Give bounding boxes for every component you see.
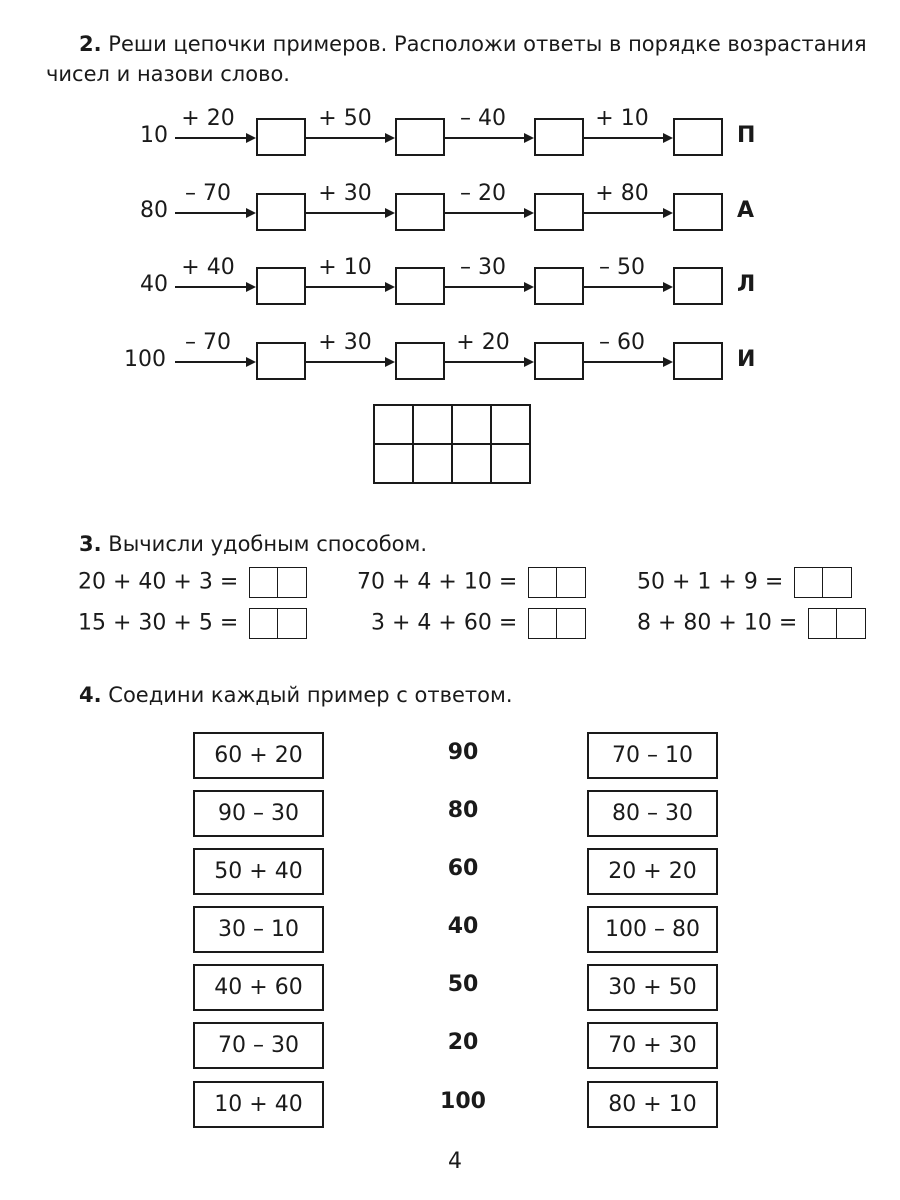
chain-operation: + 10: [595, 106, 649, 131]
chain-answer-box[interactable]: [534, 342, 584, 380]
chain-answer-box[interactable]: [673, 193, 723, 231]
arrow-line: [175, 286, 247, 288]
chain-letter: Л: [737, 272, 756, 297]
arrow-head-icon: [663, 133, 673, 143]
expression-text: 50 + 1 + 9 =: [637, 569, 784, 595]
chain-operation: – 70: [185, 181, 231, 206]
grid-cell[interactable]: [452, 444, 491, 483]
chain-operation: – 50: [599, 255, 645, 280]
arrow-head-icon: [385, 282, 395, 292]
answer-number[interactable]: 90: [447, 740, 479, 765]
expression: [78, 567, 307, 598]
answer-number[interactable]: 20: [447, 1030, 479, 1055]
expression: [78, 608, 307, 639]
arrow-line: [306, 212, 386, 214]
chain-answer-box[interactable]: [256, 342, 306, 380]
answer-number[interactable]: 40: [447, 914, 479, 939]
arrow-line: [445, 361, 525, 363]
grid-cell[interactable]: [491, 444, 530, 483]
expression: [637, 567, 852, 598]
task-3-label: Вычисли удобным способом.: [108, 532, 428, 556]
arrow-head-icon: [663, 208, 673, 218]
grid-cell[interactable]: [452, 405, 491, 444]
arrow-line: [445, 212, 525, 214]
arrow-head-icon: [524, 282, 534, 292]
example-card-left[interactable]: 60 + 20: [193, 732, 324, 779]
example-card-right[interactable]: 20 + 20: [587, 848, 718, 895]
arrow-head-icon: [385, 357, 395, 367]
chain-operation: – 40: [460, 106, 506, 131]
arrow-line: [584, 361, 664, 363]
chain-letter: И: [737, 347, 756, 372]
answer-box[interactable]: [249, 567, 307, 598]
chain-answer-box[interactable]: [395, 118, 445, 156]
arrow-head-icon: [524, 208, 534, 218]
arrow-line: [175, 361, 247, 363]
chain-operation: + 20: [456, 330, 510, 355]
chain-answer-box[interactable]: [534, 193, 584, 231]
example-card-right[interactable]: 80 – 30: [587, 790, 718, 837]
chain-answer-box[interactable]: [256, 267, 306, 305]
arrow-head-icon: [524, 357, 534, 367]
arrow-line: [584, 212, 664, 214]
chain-letter: А: [737, 198, 755, 223]
chain-operation: – 70: [185, 330, 231, 355]
chain-operation: + 30: [318, 181, 372, 206]
example-card-left[interactable]: 40 + 60: [193, 964, 324, 1011]
task-4-label: Соедини каждый пример с ответом.: [108, 683, 513, 707]
arrow-line: [584, 137, 664, 139]
arrow-line: [175, 137, 247, 139]
chain-answer-box[interactable]: [534, 267, 584, 305]
task-2-line1: Реши цепочки примеров. Расположи ответы в порядке возрастания: [108, 32, 867, 56]
arrow-head-icon: [246, 133, 256, 143]
chain-start-number: 100: [124, 347, 166, 372]
answer-box[interactable]: [808, 608, 866, 639]
arrow-head-icon: [663, 357, 673, 367]
chain-start-number: 40: [140, 272, 168, 297]
chain-operation: + 80: [595, 181, 649, 206]
chain-start-number: 10: [140, 123, 168, 148]
chain-operation: + 10: [318, 255, 372, 280]
chain-operation: + 30: [318, 330, 372, 355]
arrow-line: [445, 137, 525, 139]
task-2-line2: чисел и назови слово.: [46, 62, 290, 86]
grid-cell[interactable]: [374, 405, 413, 444]
chain-start-number: 80: [140, 198, 168, 223]
task-4-number: 4.: [79, 683, 102, 707]
chain-answer-box[interactable]: [673, 267, 723, 305]
task-4-text: [79, 679, 513, 712]
answer-box[interactable]: [794, 567, 852, 598]
arrow-line: [445, 286, 525, 288]
arrow-head-icon: [385, 133, 395, 143]
chain-operation: + 40: [181, 255, 235, 280]
expression-text: 8 + 80 + 10 =: [637, 610, 798, 636]
example-card-left[interactable]: 90 – 30: [193, 790, 324, 837]
arrow-line: [306, 286, 386, 288]
expression-text: 3 + 4 + 60 =: [371, 610, 518, 636]
expression: [357, 567, 586, 598]
chain-answer-box[interactable]: [534, 118, 584, 156]
chain-answer-box[interactable]: [673, 118, 723, 156]
answer-box[interactable]: [528, 608, 586, 639]
page-number: 4: [448, 1149, 462, 1174]
task-3-text: [79, 528, 427, 561]
chain-operation: – 30: [460, 255, 506, 280]
arrow-head-icon: [524, 133, 534, 143]
grid-cell[interactable]: [374, 444, 413, 483]
example-card-left[interactable]: 10 + 40: [193, 1081, 324, 1128]
grid-cell[interactable]: [491, 405, 530, 444]
chain-operation: – 60: [599, 330, 645, 355]
chain-answer-box[interactable]: [256, 118, 306, 156]
grid-cell[interactable]: [413, 405, 452, 444]
arrow-line: [584, 286, 664, 288]
chain-answer-box[interactable]: [395, 342, 445, 380]
task-2-number: 2.: [79, 32, 102, 56]
expression: [637, 608, 866, 639]
answer-box[interactable]: [249, 608, 307, 639]
word-grid: [373, 404, 531, 484]
example-card-right[interactable]: 30 + 50: [587, 964, 718, 1011]
expression: [371, 608, 586, 639]
chain-letter: П: [737, 123, 756, 148]
arrow-head-icon: [385, 208, 395, 218]
example-card-left[interactable]: 50 + 40: [193, 848, 324, 895]
example-card-right[interactable]: 70 + 30: [587, 1022, 718, 1069]
grid-cell[interactable]: [413, 444, 452, 483]
task-2-text: [79, 28, 867, 61]
arrow-head-icon: [246, 282, 256, 292]
example-card-right[interactable]: 80 + 10: [587, 1081, 718, 1128]
chain-operation: – 20: [460, 181, 506, 206]
expression-text: 15 + 30 + 5 =: [78, 610, 239, 636]
chain-operation: + 20: [181, 106, 235, 131]
example-card-left[interactable]: 30 – 10: [193, 906, 324, 953]
answer-box[interactable]: [528, 567, 586, 598]
answer-number[interactable]: 60: [447, 856, 479, 881]
chain-answer-box[interactable]: [395, 267, 445, 305]
arrow-head-icon: [246, 208, 256, 218]
arrow-line: [306, 137, 386, 139]
chain-operation: + 50: [318, 106, 372, 131]
arrow-line: [306, 361, 386, 363]
chain-answer-box[interactable]: [395, 193, 445, 231]
example-card-right[interactable]: 70 – 10: [587, 732, 718, 779]
chain-answer-box[interactable]: [673, 342, 723, 380]
example-card-right[interactable]: 100 – 80: [587, 906, 718, 953]
answer-number[interactable]: 100: [440, 1089, 486, 1114]
arrow-head-icon: [663, 282, 673, 292]
expression-text: 70 + 4 + 10 =: [357, 569, 518, 595]
arrow-head-icon: [246, 357, 256, 367]
expression-text: 20 + 40 + 3 =: [78, 569, 239, 595]
example-card-left[interactable]: 70 – 30: [193, 1022, 324, 1069]
answer-number[interactable]: 50: [447, 972, 479, 997]
chain-answer-box[interactable]: [256, 193, 306, 231]
task-3-number: 3.: [79, 532, 102, 556]
arrow-line: [175, 212, 247, 214]
answer-number[interactable]: 80: [447, 798, 479, 823]
